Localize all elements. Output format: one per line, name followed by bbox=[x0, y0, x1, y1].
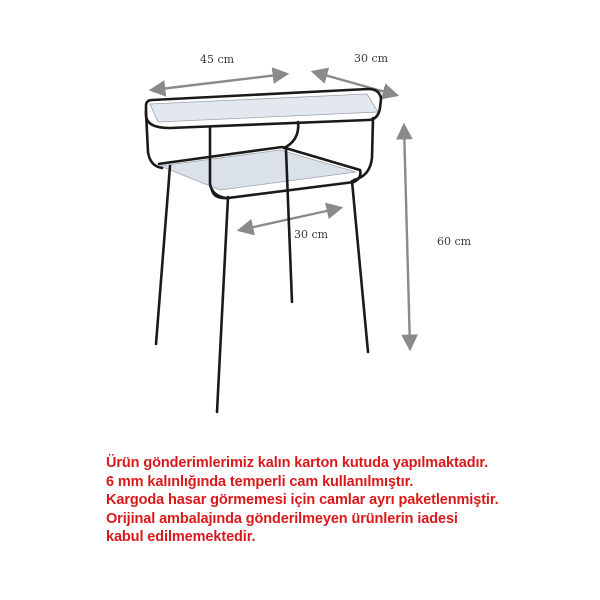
height-label: 60 cm bbox=[437, 235, 472, 248]
notice-line: Ürün gönderimlerimiz kalın karton kutuda yapılmaktadır. bbox=[106, 455, 489, 471]
width-arrow bbox=[152, 74, 286, 90]
lower-glass-panel bbox=[160, 150, 356, 190]
shipping-notice bbox=[106, 454, 566, 547]
left-leg bbox=[156, 166, 170, 344]
height-arrow bbox=[404, 126, 410, 348]
width-label: 45 cm bbox=[200, 53, 235, 66]
notice-line: Orijinal ambalajında gönderilmeyen ürünlerin iadesi bbox=[106, 510, 458, 527]
right-leg bbox=[352, 181, 368, 352]
back-curve bbox=[284, 122, 298, 148]
front-leg bbox=[217, 197, 228, 412]
depth-label: 30 cm bbox=[354, 52, 389, 65]
notice-line: Kargoda hasar görmemesi için camlar ayrı paketlenmiştir. bbox=[106, 492, 499, 509]
notice-line: 6 mm kalınlığında temperli cam kullanılmıştır. bbox=[106, 473, 414, 490]
top-shelf bbox=[146, 89, 381, 128]
right-curve bbox=[354, 118, 373, 180]
lower-shelf bbox=[158, 147, 360, 198]
legs bbox=[156, 150, 368, 412]
notice-line: kabul edilmemektedir. bbox=[106, 529, 256, 546]
shelf-gap-label: 30 cm bbox=[294, 228, 329, 241]
